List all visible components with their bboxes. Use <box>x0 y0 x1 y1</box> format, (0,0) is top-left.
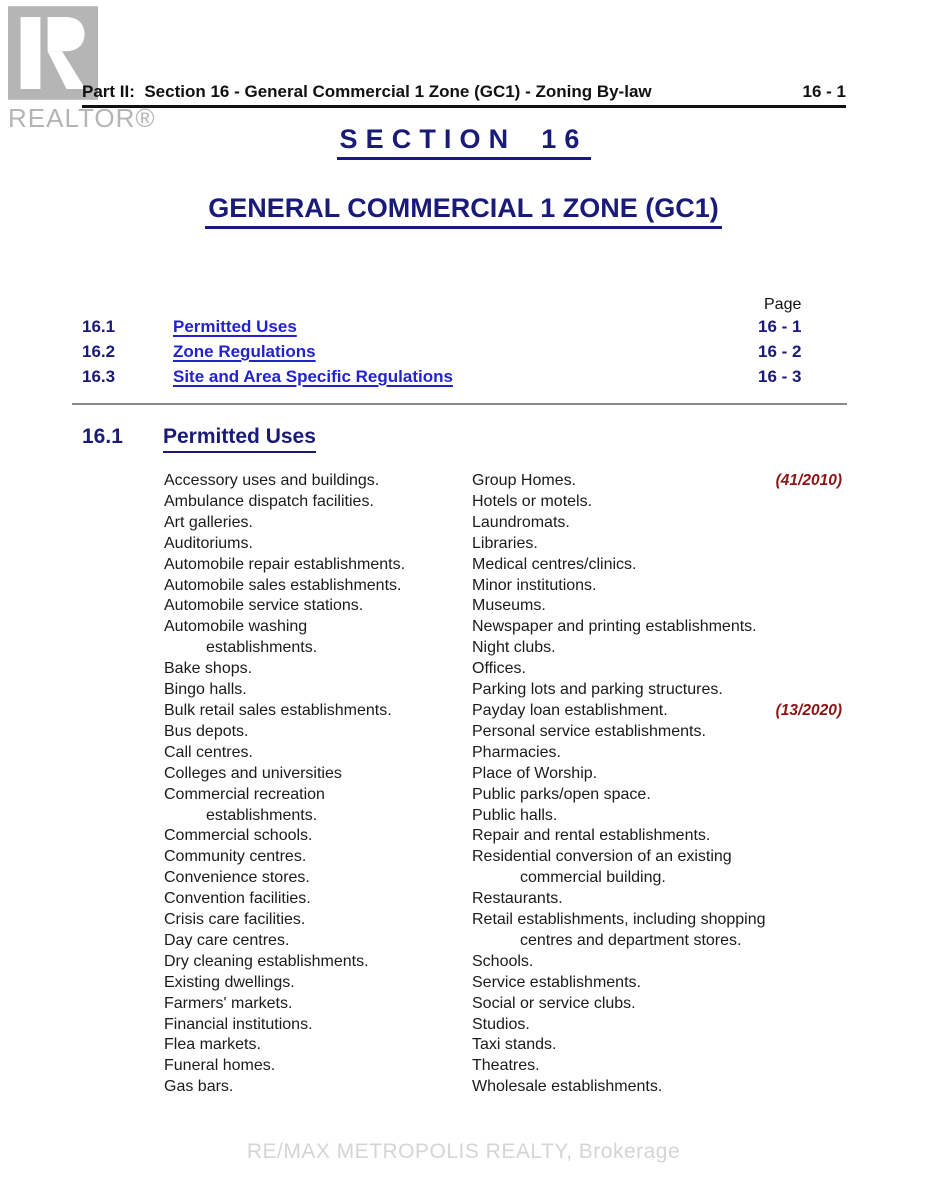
permitted-use-item <box>164 492 464 513</box>
section-title-row <box>0 124 927 160</box>
permitted-use-item <box>472 722 847 743</box>
permitted-use-text: Group Homes. <box>472 472 577 489</box>
permitted-use-item <box>164 743 464 764</box>
toc-divider-rule <box>72 403 847 405</box>
permitted-use-text: Taxi stands. <box>472 1036 557 1054</box>
permitted-use-item <box>164 1015 464 1036</box>
toc-page-column-label: Page <box>764 296 802 313</box>
toc-number: 16.1 <box>82 317 116 336</box>
permitted-use-text: Repair and rental establishments. <box>472 827 711 845</box>
permitted-use-item <box>472 826 847 847</box>
permitted-use-item <box>164 638 464 659</box>
permitted-use-text: commercial building. <box>520 869 666 887</box>
toc-link-site-area-regulations[interactable]: Site and Area Specific Regulations <box>173 367 453 386</box>
permitted-use-text: Newspaper and printing establishments. <box>472 618 757 636</box>
permitted-use-item <box>164 1056 464 1077</box>
permitted-use-text: Convention facilities. <box>164 890 311 908</box>
toc-page-number: 16 - 2 <box>758 342 802 361</box>
permitted-use-text: Crisis care facilities. <box>164 911 306 929</box>
permitted-use-item <box>472 513 847 534</box>
permitted-use-item <box>164 513 464 534</box>
header-page-number: 16 - 1 <box>802 82 846 101</box>
page-header <box>82 82 846 108</box>
permitted-use-item <box>472 994 847 1015</box>
permitted-use-item <box>164 701 464 722</box>
permitted-use-item <box>472 576 847 597</box>
main-title-row <box>0 193 927 229</box>
permitted-use-item <box>472 868 847 889</box>
permitted-use-text: Libraries. <box>472 534 538 552</box>
permitted-use-text: Commercial recreation <box>164 785 325 803</box>
permitted-use-text: Laundromats. <box>472 513 570 531</box>
permitted-use-item <box>472 701 847 722</box>
toc-page-number: 16 - 3 <box>758 367 802 386</box>
permitted-use-text: Farmers' markets. <box>164 994 293 1012</box>
permitted-use-item <box>164 1077 464 1098</box>
permitted-use-item <box>164 785 464 806</box>
permitted-use-text: Bus depots. <box>164 722 249 740</box>
permitted-use-text: Social or service clubs. <box>472 994 636 1012</box>
permitted-use-text: Payday loan establishment. <box>472 701 668 719</box>
permitted-use-item <box>472 555 847 576</box>
permitted-use-text: establishments. <box>206 639 318 657</box>
toc-row-permitted-uses <box>82 317 846 342</box>
permitted-use-text: Museums. <box>472 597 546 615</box>
permitted-use-text: Retail establishments, including shopping <box>472 911 766 929</box>
permitted-use-text: Colleges and universities <box>164 764 342 782</box>
permitted-use-text: Call centres. <box>164 743 253 761</box>
permitted-use-text: Place of Worship. <box>472 764 598 782</box>
permitted-use-item <box>164 659 464 680</box>
permitted-uses-heading <box>82 425 316 453</box>
permitted-use-text: centres and department stores. <box>520 931 742 949</box>
permitted-use-item <box>472 471 847 492</box>
permitted-use-item <box>164 764 464 785</box>
permitted-use-item <box>164 722 464 743</box>
permitted-use-item <box>472 806 847 827</box>
permitted-use-text: Night clubs. <box>472 639 556 657</box>
permitted-use-item <box>164 471 464 492</box>
permitted-use-text: Art galleries. <box>164 513 253 531</box>
section-title: SECTION 16 <box>337 124 591 160</box>
permitted-use-item <box>472 1035 847 1056</box>
permitted-use-item <box>472 1077 847 1098</box>
permitted-use-text: Hotels or motels. <box>472 492 593 510</box>
permitted-use-item <box>164 931 464 952</box>
permitted-use-item <box>164 1035 464 1056</box>
permitted-use-item <box>164 952 464 973</box>
permitted-use-text: Automobile sales establishments. <box>164 576 402 594</box>
brokerage-watermark: RE/MAX METROPOLIS REALTY, Brokerage <box>246 1140 681 1163</box>
permitted-use-item <box>472 889 847 910</box>
permitted-use-item <box>164 973 464 994</box>
permitted-use-item <box>164 596 464 617</box>
permitted-use-text: Residential conversion of an existing <box>472 848 732 866</box>
permitted-use-item <box>472 492 847 513</box>
permitted-use-item <box>164 534 464 555</box>
permitted-use-item <box>472 534 847 555</box>
permitted-use-text: Flea markets. <box>164 1036 261 1054</box>
permitted-uses-left-column <box>164 471 464 1098</box>
permitted-use-text: Minor institutions. <box>472 576 597 594</box>
permitted-use-text: Pharmacies. <box>472 743 561 761</box>
toc-link-zone-regulations[interactable]: Zone Regulations <box>173 342 316 361</box>
permitted-use-text: Auditoriums. <box>164 534 253 552</box>
permitted-use-item <box>164 555 464 576</box>
permitted-use-text: Automobile repair establishments. <box>164 555 406 573</box>
toc-number: 16.3 <box>82 367 116 386</box>
permitted-use-item <box>164 826 464 847</box>
zone-title: GENERAL COMMERCIAL 1 ZONE (GC1) <box>205 193 722 229</box>
permitted-use-text: Bulk retail sales establishments. <box>164 701 392 719</box>
permitted-use-item <box>472 1056 847 1077</box>
permitted-use-text: Service establishments. <box>472 973 641 991</box>
permitted-use-text: Restaurants. <box>472 890 563 908</box>
permitted-use-item <box>472 952 847 973</box>
permitted-use-text: Commercial schools. <box>164 827 313 845</box>
permitted-use-text: Medical centres/clinics. <box>472 555 637 573</box>
permitted-use-text: Dry cleaning establishments. <box>164 952 369 970</box>
permitted-use-text: Schools. <box>472 952 534 970</box>
permitted-use-item <box>164 680 464 701</box>
permitted-use-text: establishments. <box>206 806 318 824</box>
permitted-use-item <box>472 596 847 617</box>
bylaw-amendment-annotation: (13/2020) <box>775 701 842 719</box>
permitted-use-text: Automobile washing <box>164 618 308 636</box>
permitted-use-item <box>164 994 464 1015</box>
permitted-use-item <box>164 617 464 638</box>
header-title: Part II: Section 16 - General Commercial 1 Zone (GC1) - Zoning By-law <box>82 82 652 101</box>
bylaw-amendment-annotation: (41/2010) <box>775 472 842 489</box>
permitted-use-item <box>164 806 464 827</box>
permitted-use-text: Financial institutions. <box>164 1015 313 1033</box>
permitted-use-text: Funeral homes. <box>164 1057 276 1075</box>
permitted-use-text: Automobile service stations. <box>164 597 364 615</box>
permitted-use-text: Gas bars. <box>164 1078 234 1096</box>
permitted-use-item <box>472 680 847 701</box>
permitted-use-text: Bake shops. <box>164 660 253 678</box>
heading-title: Permitted Uses <box>163 425 316 453</box>
toc-row-site-area-regulations <box>82 367 846 392</box>
realtor-wordmark: REALTOR® <box>8 103 156 133</box>
permitted-use-text: Public parks/open space. <box>472 785 651 803</box>
permitted-use-text: Ambulance dispatch facilities. <box>164 492 374 510</box>
permitted-use-item <box>472 910 847 931</box>
toc-row-zone-regulations <box>82 342 846 367</box>
permitted-use-item <box>472 638 847 659</box>
permitted-use-item <box>164 847 464 868</box>
permitted-use-text: Convenience stores. <box>164 869 310 887</box>
heading-number: 16.1 <box>82 425 123 448</box>
toc-page-number: 16 - 1 <box>758 317 802 336</box>
permitted-use-item <box>472 931 847 952</box>
permitted-uses-right-column <box>472 471 847 1098</box>
permitted-use-text: Theatres. <box>472 1057 540 1075</box>
permitted-use-item <box>472 764 847 785</box>
permitted-use-text: Day care centres. <box>164 931 290 949</box>
permitted-use-text: Offices. <box>472 660 526 678</box>
toc-number: 16.2 <box>82 342 116 361</box>
permitted-use-text: Wholesale establishments. <box>472 1078 663 1096</box>
permitted-use-text: Bingo halls. <box>164 681 247 699</box>
permitted-use-item <box>472 973 847 994</box>
permitted-use-item <box>472 743 847 764</box>
permitted-use-text: Community centres. <box>164 848 307 866</box>
permitted-use-text: Studios. <box>472 1015 530 1033</box>
permitted-use-item <box>164 910 464 931</box>
permitted-use-item <box>164 868 464 889</box>
permitted-use-item <box>472 659 847 680</box>
permitted-use-item <box>472 847 847 868</box>
permitted-use-item <box>164 576 464 597</box>
permitted-use-text: Existing dwellings. <box>164 973 295 991</box>
permitted-use-item <box>472 785 847 806</box>
toc-link-permitted-uses[interactable]: Permitted Uses <box>173 317 297 336</box>
permitted-use-text: Accessory uses and buildings. <box>164 472 380 489</box>
permitted-use-text: Public halls. <box>472 806 558 824</box>
permitted-use-text: Parking lots and parking structures. <box>472 681 723 699</box>
permitted-use-item <box>472 1015 847 1036</box>
permitted-use-text: Personal service establishments. <box>472 722 706 740</box>
permitted-use-item <box>472 617 847 638</box>
permitted-use-item <box>164 889 464 910</box>
